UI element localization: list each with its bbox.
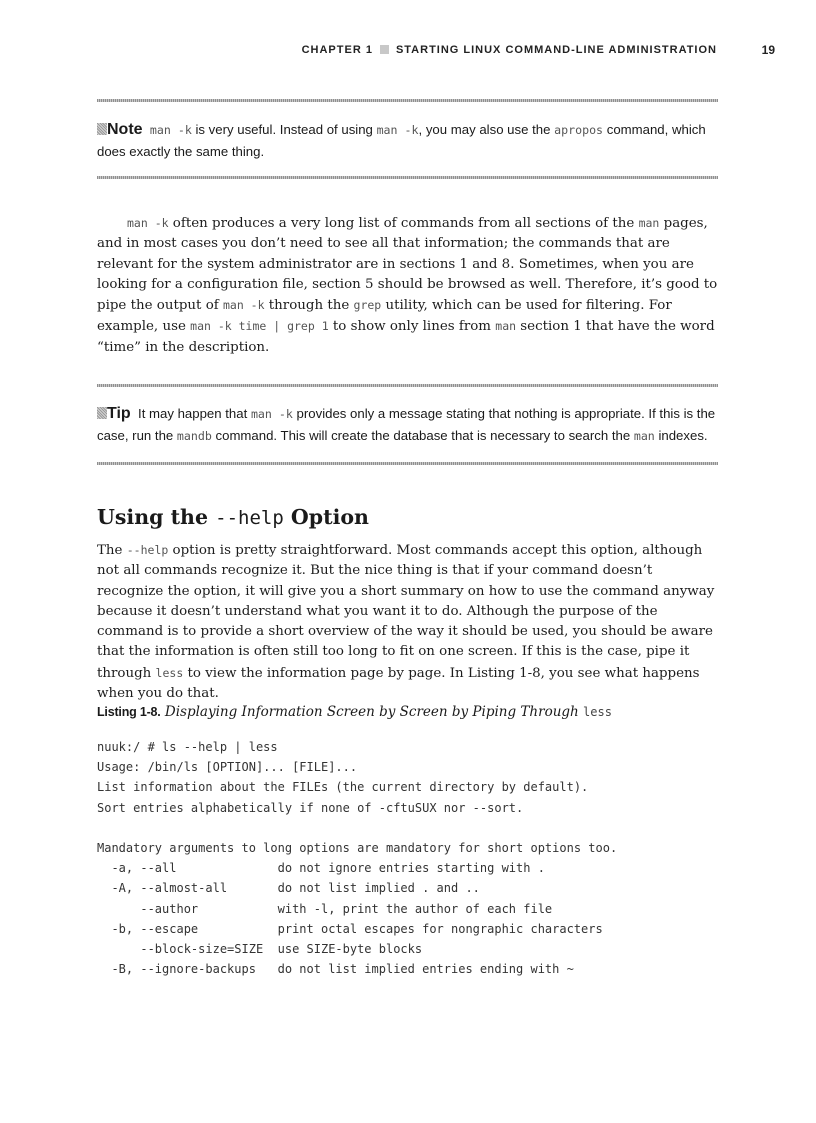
note-marker-icon <box>97 123 107 135</box>
note-bottom-rule <box>97 176 718 179</box>
prose-text: through the <box>264 298 354 314</box>
paragraph-help-option-text <box>97 540 719 704</box>
code-line: -A, --almost-all do not list implied . and .. <box>97 881 480 896</box>
listing-title <box>165 704 612 720</box>
prose-text: section 1 that have the word “time” in the description. <box>97 319 715 355</box>
inline-code: mandb <box>176 429 212 443</box>
note-label: Note <box>107 121 143 138</box>
page-header <box>97 42 775 60</box>
code-line: Mandatory arguments to long options are mandatory for short options too. <box>97 840 618 855</box>
prose-text: command, which does exactly the same thing. <box>97 122 706 159</box>
chapter-label: CHAPTER 1 <box>301 44 373 56</box>
paragraph-help-option <box>97 540 719 704</box>
inline-code: man -k <box>149 123 192 137</box>
paragraph-man-k-text <box>97 213 719 358</box>
inline-code: man -k <box>376 123 419 137</box>
code-line: Usage: /bin/ls [OPTION]... [FILE]... <box>97 760 358 775</box>
code-line: -B, --ignore-backups do not list implied entries ending with ~ <box>97 962 574 977</box>
tip-top-rule <box>97 384 718 387</box>
section-heading-suffix: Option <box>283 505 369 529</box>
code-line: List information about the FILEs (the current directory by default). <box>97 780 589 795</box>
code-line: Sort entries alphabetically if none of -cftuSUX nor --sort. <box>97 800 524 815</box>
prose-text: , you may also use the <box>418 122 555 137</box>
inline-code: man -k <box>127 216 169 230</box>
section-heading-code: --help <box>215 507 284 529</box>
inline-code: man <box>633 429 655 443</box>
code-line: -a, --all do not ignore entries starting with . <box>97 861 545 876</box>
tip-label: Tip <box>107 405 131 422</box>
page-number: 19 <box>761 43 775 57</box>
tip-bottom-rule <box>97 462 718 465</box>
inline-code: apropos <box>554 123 604 137</box>
tip-marker-icon <box>97 407 107 419</box>
code-line: --author with -l, print the author of each file <box>97 901 553 916</box>
prose-text: indexes. <box>654 428 708 443</box>
prose-text: The <box>97 543 127 558</box>
inline-code: man -k time | grep 1 <box>190 319 329 334</box>
inline-code: man -k <box>250 407 293 421</box>
chapter-title: STARTING LINUX COMMAND-LINE ADMINISTRATION <box>395 44 717 56</box>
code-line: --block-size=SIZE use SIZE-byte blocks <box>97 941 423 956</box>
separator-square-icon <box>380 45 389 54</box>
inline-code: less <box>155 665 184 680</box>
prose-text: is very useful. Instead of using <box>191 122 377 137</box>
prose-text: often produces a very long list of commands from all sections of the <box>168 216 639 231</box>
tip-box <box>97 403 718 447</box>
listing-title-code: less <box>583 705 612 719</box>
paragraph-man-k <box>97 213 719 358</box>
code-line: nuuk:/ # ls --help | less <box>97 740 278 754</box>
listing-title-text: Displaying Information Screen by Screen by Piping Through <box>164 704 584 720</box>
inline-code: man -k <box>222 298 265 313</box>
inline-code: --help <box>126 543 169 557</box>
listing-caption <box>97 704 612 720</box>
code-line: -b, --escape print octal escapes for nongraphic characters <box>97 921 603 936</box>
inline-code: grep <box>353 298 382 313</box>
prose-text: provides only a message stating that nothing is appropriate. If this is the case, run the <box>97 406 716 443</box>
prose-text: to view the information page by page. In Listing 1-8, you see what happens when you do that. <box>97 665 700 702</box>
prose-text: option is pretty straightforward. Most commands accept this option, although not all commands recognize it. But the nice thing is that if your command doesn’t recognize the option, it will give you a short summary on how to use the command anyway because it doesn’t understand what you want it to do. Although the purpose of the command is to provide a short overview of the way it should be used, you should be aware that the information is often still too long to fit on one screen. If this is the case, pipe it through <box>97 543 715 681</box>
prose-text: command. This will create the database that is necessary to search the <box>211 428 634 443</box>
prose-text: to show only lines from <box>328 319 496 335</box>
note-top-rule <box>97 99 718 102</box>
tip-text <box>97 406 715 443</box>
inline-code: man <box>638 216 660 230</box>
inline-code: man <box>495 319 517 334</box>
prose-text: It may happen that <box>138 406 251 421</box>
section-heading <box>97 505 369 529</box>
note-text <box>97 122 706 159</box>
code-listing <box>97 737 617 979</box>
prose-text: utility, which can be used for filtering. For example, use <box>97 298 672 335</box>
running-head <box>302 44 717 56</box>
note-box <box>97 119 718 163</box>
prose-text: pages, and in most cases you don’t need to see all that information; the commands that are relevant for the system administrator are in sections 1 and 8. Sometimes, when you are looking for a configuration file, section 5 should be browsed as well. Therefore, it’s good to pipe the output of <box>97 216 718 314</box>
code-line <box>97 818 617 838</box>
listing-label: Listing 1-8. <box>97 705 161 719</box>
section-heading-prefix: Using the <box>97 505 216 529</box>
